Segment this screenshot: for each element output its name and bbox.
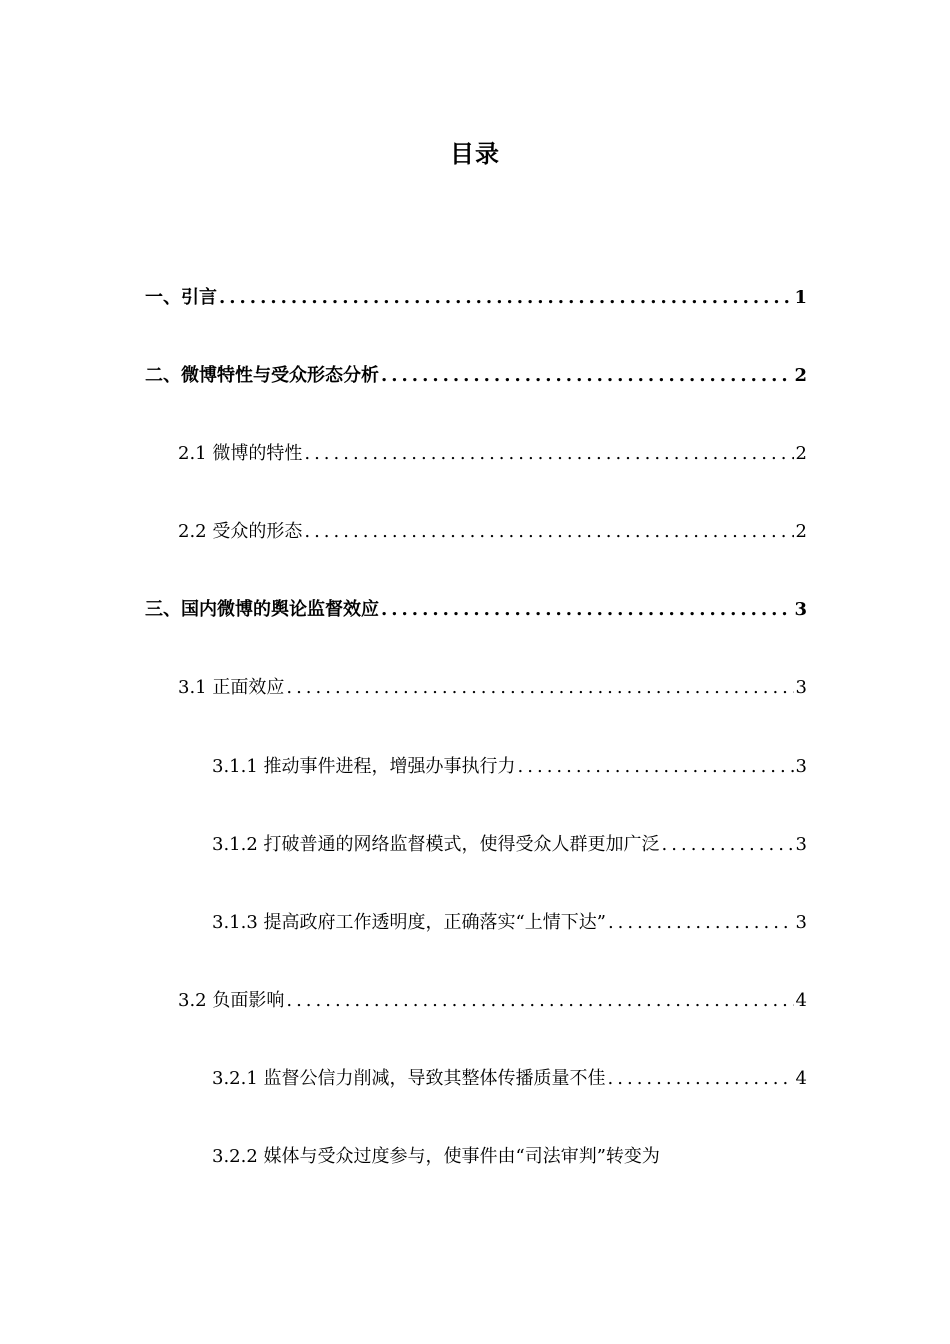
- dot-leader: [304, 439, 793, 469]
- toc-entry-label: 一、引言: [145, 287, 217, 308]
- dot-leader: [219, 283, 792, 313]
- toc-entry-page: 3: [795, 756, 807, 777]
- toc-entry-page: 3: [795, 834, 807, 855]
- toc-entry[interactable]: [178, 673, 807, 703]
- dot-leader: [608, 908, 794, 938]
- toc-entry-label: 3.1.1 推动事件进程，增强办事执行力: [212, 756, 516, 777]
- toc-entry-page: 4: [795, 990, 807, 1011]
- dot-leader: [608, 1064, 794, 1094]
- toc-entry[interactable]: [178, 517, 807, 547]
- toc-entry[interactable]: [212, 752, 807, 782]
- toc-entry-label: 二、微博特性与受众形态分析: [145, 365, 379, 386]
- toc-entry-label: 2.2 受众的形态: [178, 521, 303, 542]
- dot-leader: [381, 595, 792, 625]
- toc-entry[interactable]: [212, 830, 807, 860]
- dot-leader: [286, 986, 793, 1016]
- dot-leader: [286, 673, 793, 703]
- toc-entry-label: 3.1.2 打破普通的网络监督模式，使得受众人群更加广泛: [212, 834, 660, 855]
- toc-entry[interactable]: [178, 439, 807, 469]
- toc-entry-page: 3: [794, 599, 807, 620]
- toc-entry-page: 4: [795, 1068, 807, 1089]
- toc-title: 目录: [450, 140, 500, 168]
- toc-entry-label: 3.1 正面效应: [178, 677, 285, 698]
- toc-entry-label: 3.2 负面影响: [178, 990, 285, 1011]
- toc-entry-page: 3: [795, 912, 807, 933]
- toc-entry-page: 3: [795, 677, 807, 698]
- toc-entry[interactable]: [212, 1142, 807, 1172]
- toc-entry-label: 3.2.2 媒体与受众过度参与，使事件由“司法审判”转变为: [212, 1146, 660, 1167]
- toc-entry[interactable]: [145, 595, 807, 625]
- toc-entry-page: 2: [795, 521, 807, 542]
- dot-leader: [662, 830, 794, 860]
- toc-entry-page: 2: [795, 443, 807, 464]
- toc-entry-label: 3.2.1 监督公信力削减，导致其整体传播质量不佳: [212, 1068, 606, 1089]
- toc-entry[interactable]: [178, 986, 807, 1016]
- dot-leader: [304, 517, 793, 547]
- toc-entry[interactable]: [212, 1064, 807, 1094]
- toc-entry-page: 1: [794, 287, 807, 308]
- toc-entry[interactable]: [212, 908, 807, 938]
- toc-entry-label: 2.1 微博的特性: [178, 443, 303, 464]
- dot-leader: [381, 361, 792, 391]
- toc-entry[interactable]: [145, 283, 807, 313]
- toc-entry-label: 三、国内微博的舆论监督效应: [145, 599, 379, 620]
- toc-entry[interactable]: [145, 361, 807, 391]
- toc-entry-page: 2: [794, 365, 807, 386]
- dot-leader: [518, 752, 794, 782]
- toc-entry-label: 3.1.3 提高政府工作透明度，正确落实“上情下达”: [212, 912, 606, 933]
